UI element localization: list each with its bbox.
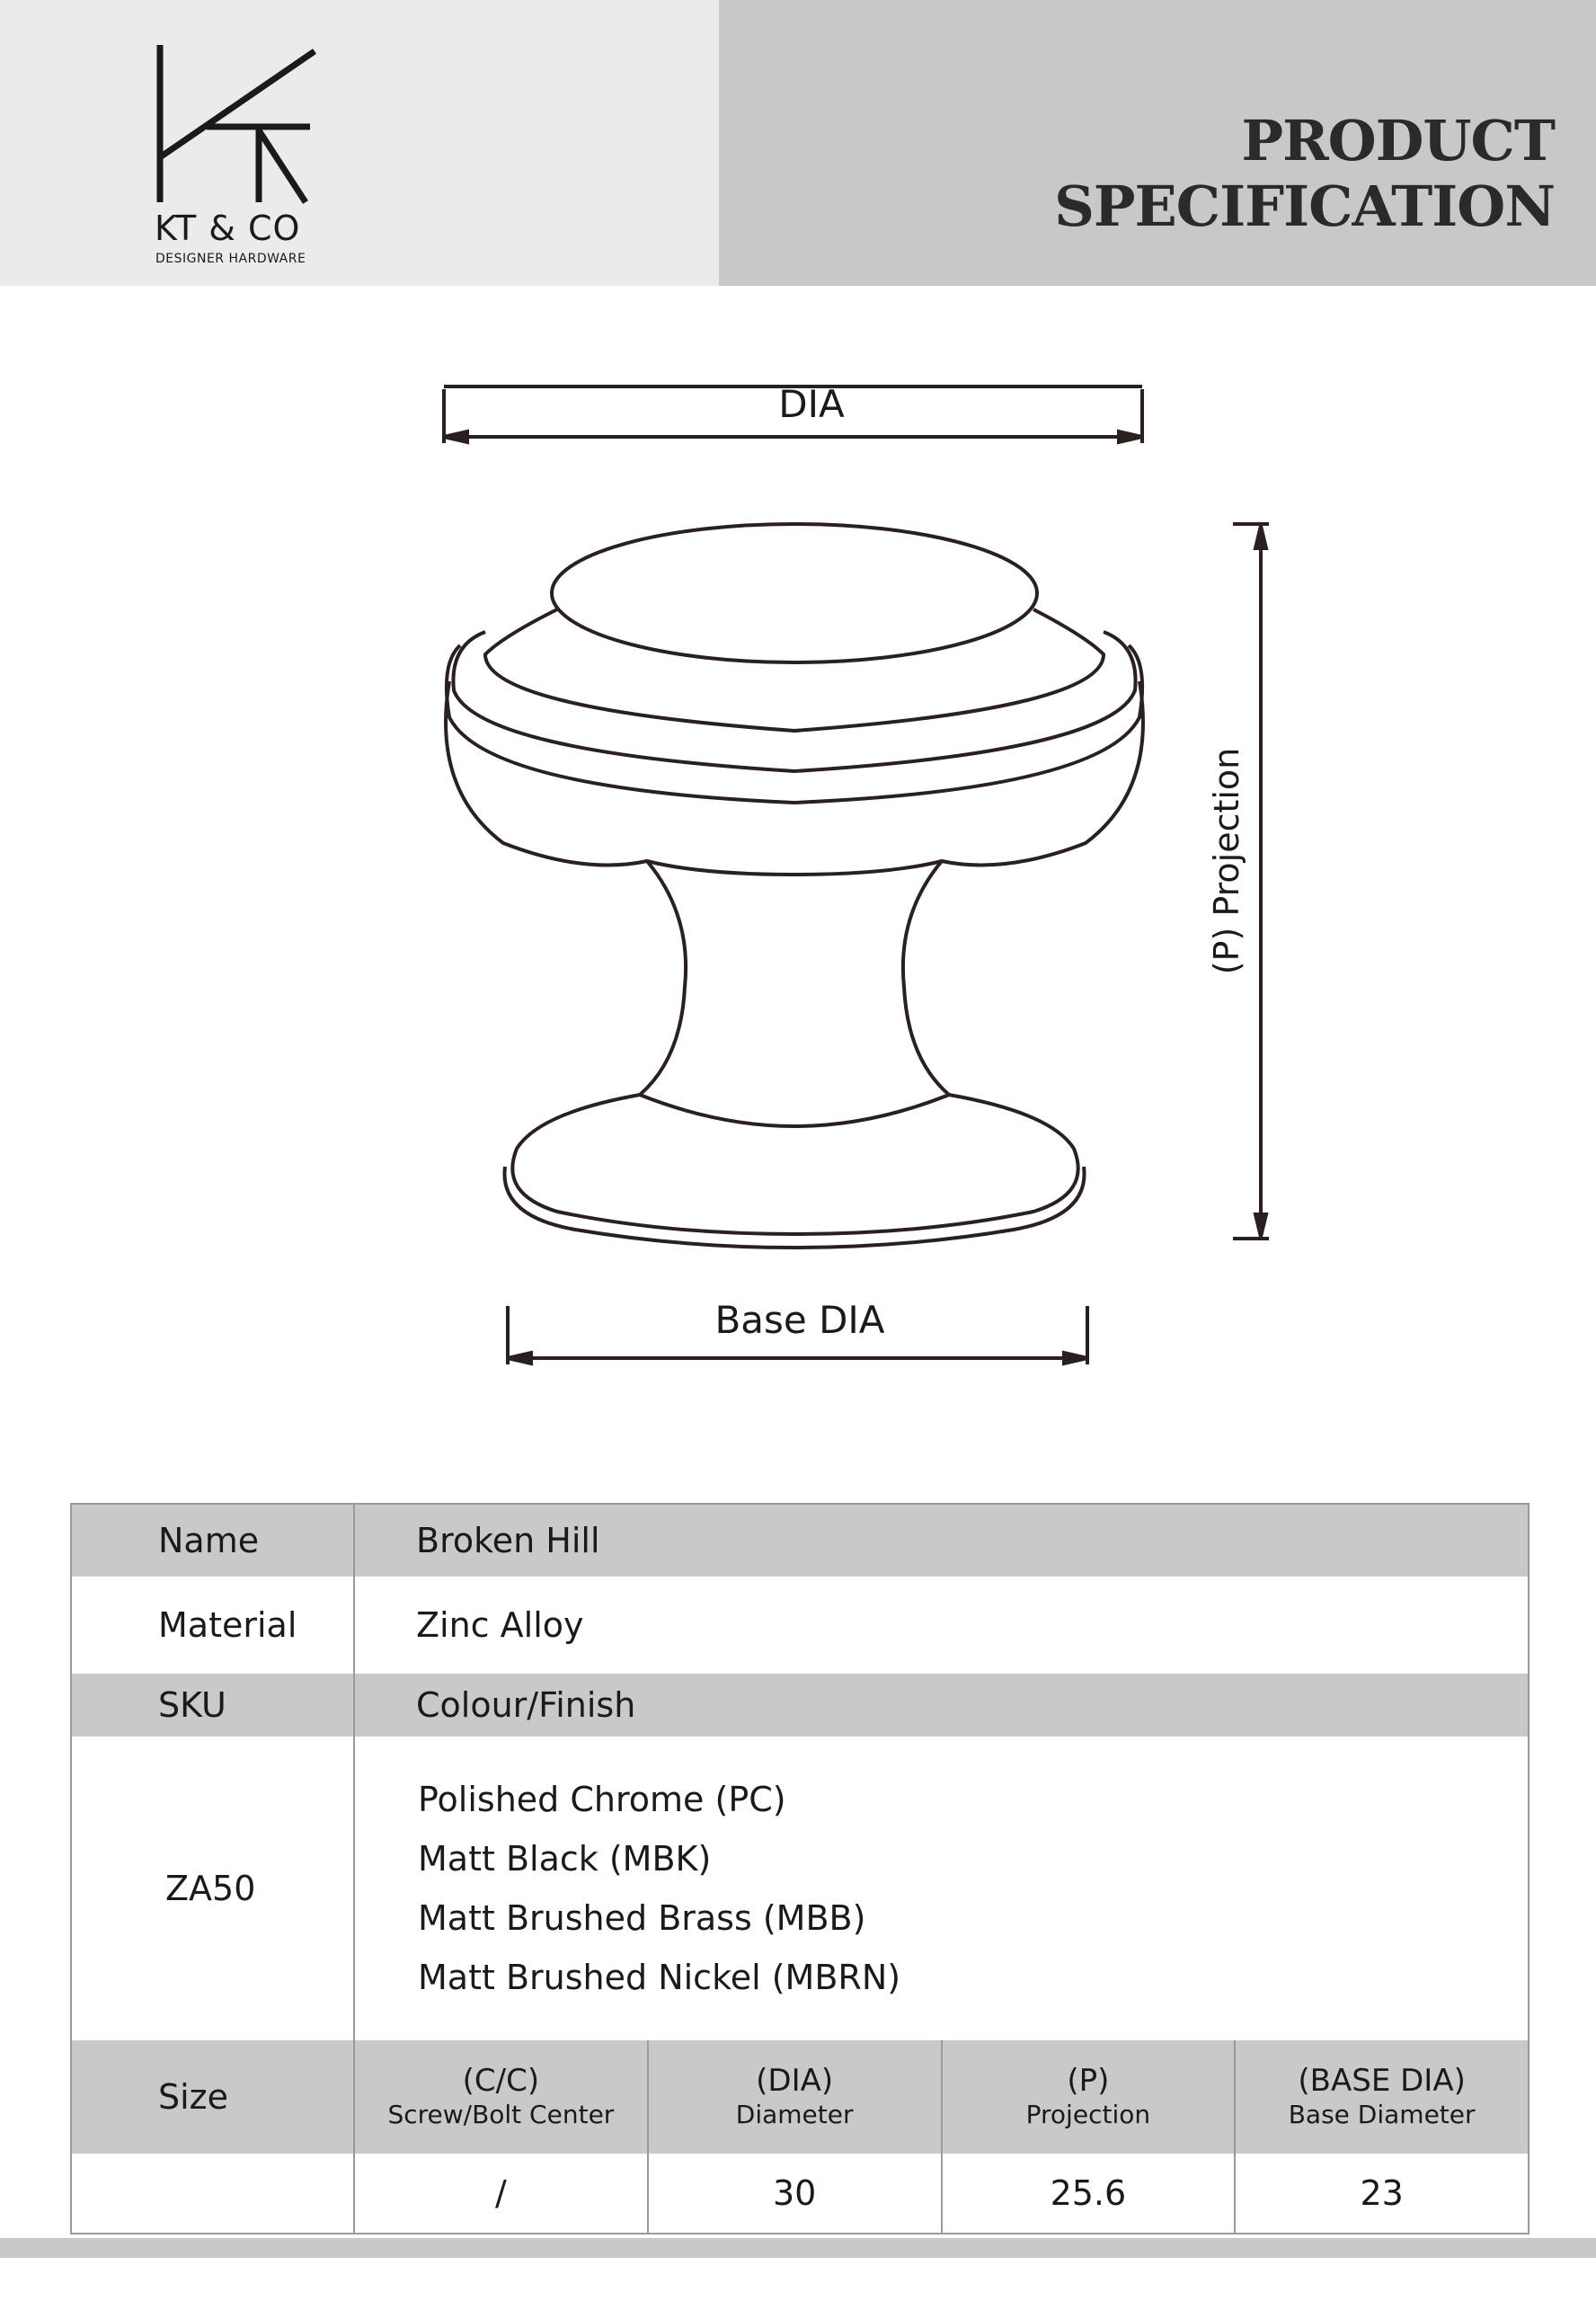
list-item: Matt Brushed Brass (MBB) (418, 1898, 866, 1938)
size-code: (P) (1067, 2063, 1110, 2099)
size-desc: Screw/Bolt Center (387, 2100, 615, 2129)
size-code: (C/C) (462, 2063, 540, 2099)
dia-label: DIA (778, 382, 845, 426)
knob-dome (446, 681, 1143, 875)
sku-value: ZA50 (72, 1737, 355, 2040)
size-val-cc (355, 2154, 649, 2233)
header-logo-panel (0, 0, 719, 286)
brand-name: KT & CO (155, 209, 301, 248)
name-value: Broken Hill (416, 1521, 600, 1560)
row-name (72, 1505, 1528, 1577)
knob-top-face (552, 524, 1037, 662)
material-label: Material (72, 1577, 355, 1674)
sku-label: SKU (72, 1674, 355, 1737)
row-finishes (72, 1737, 1528, 2040)
base-dia-label: Base DIA (714, 1298, 885, 1342)
size-desc: Diameter (735, 2100, 854, 2129)
list-item: Matt Brushed Nickel (MBRN) (418, 1958, 901, 1997)
size-desc: Base Diameter (1288, 2100, 1476, 2129)
size-col-dia (649, 2040, 943, 2154)
size-val-projection (943, 2154, 1237, 2233)
row-size-values (72, 2154, 1528, 2234)
size-values-spacer (72, 2154, 355, 2233)
list-item: Matt Black (MBK) (418, 1839, 712, 1879)
finish-list (355, 1737, 900, 2040)
size-value: 25.6 (1050, 2173, 1127, 2213)
size-value: / (494, 2173, 507, 2213)
kt-monogram-icon (153, 40, 324, 207)
size-col-base-dia (1236, 2040, 1528, 2154)
row-sku (72, 1674, 1528, 1737)
finish-header: Colour/Finish (416, 1685, 636, 1725)
size-col-cc (355, 2040, 649, 2154)
knob-neck (640, 861, 686, 1095)
row-size-header (72, 2040, 1528, 2154)
list-item: Polished Chrome (PC) (418, 1780, 786, 1819)
knob-base (512, 1095, 1077, 1234)
size-value: 30 (772, 2173, 817, 2213)
size-desc: Projection (1025, 2100, 1151, 2129)
size-col-projection (943, 2040, 1237, 2154)
size-label: Size (72, 2040, 355, 2154)
row-material (72, 1577, 1528, 1674)
size-val-dia (649, 2154, 943, 2233)
size-code: (BASE DIA) (1298, 2063, 1466, 2099)
brand-tagline: DESIGNER HARDWARE (155, 252, 306, 266)
size-value: 23 (1360, 2173, 1404, 2213)
size-code: (DIA) (756, 2063, 834, 2099)
footer-bar (0, 2238, 1596, 2258)
spec-table (70, 1503, 1530, 2234)
material-value: Zinc Alloy (416, 1605, 584, 1645)
projection-label: (P) Projection (1207, 747, 1246, 975)
knob-technical-drawing (0, 286, 1596, 1409)
page-title: PRODUCT SPECIFICATION (1054, 108, 1555, 239)
size-val-base-dia (1236, 2154, 1528, 2233)
name-label: Name (72, 1505, 355, 1577)
